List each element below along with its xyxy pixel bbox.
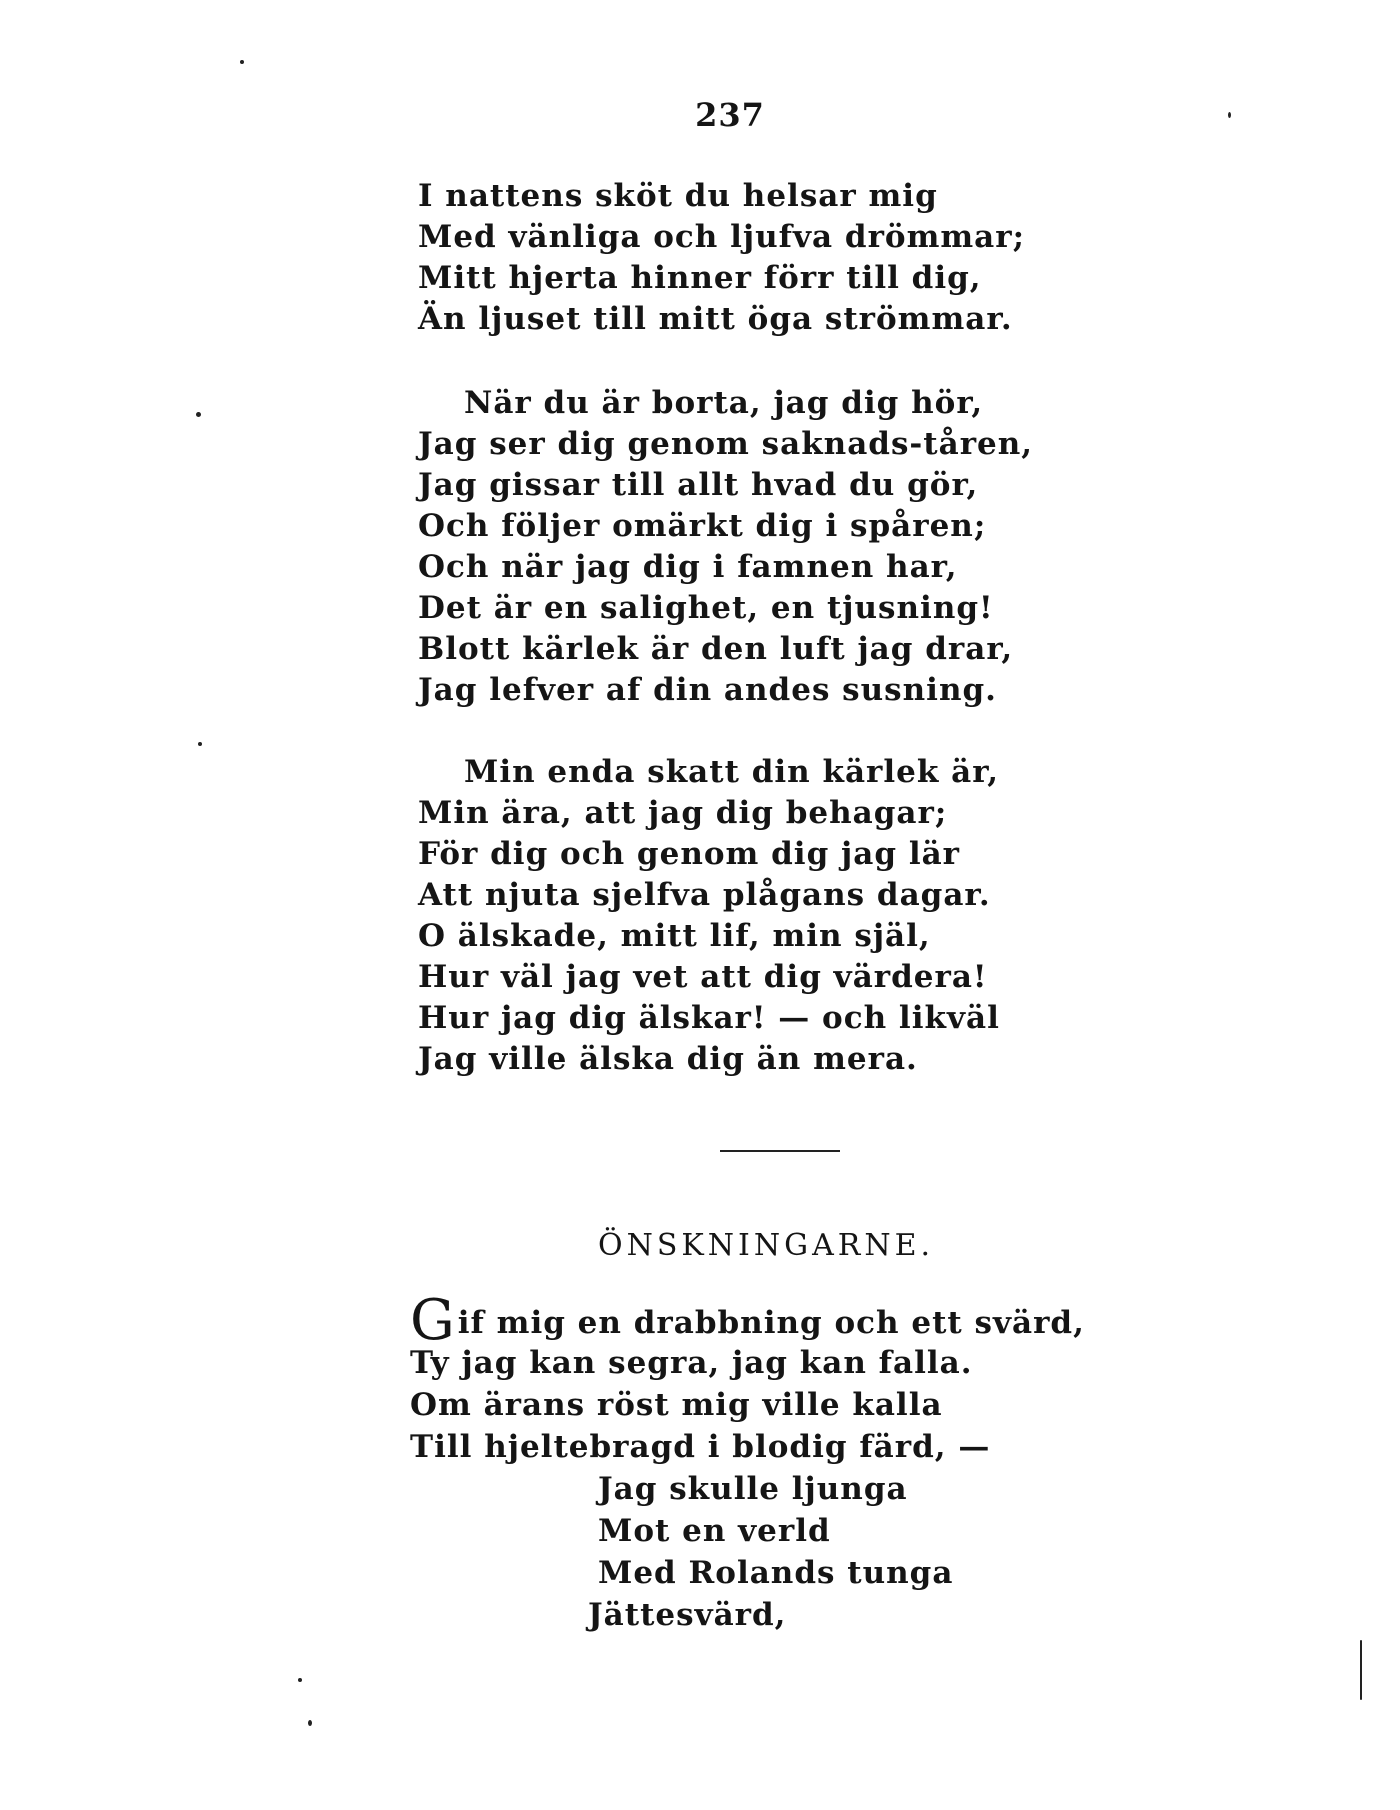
section-divider: [720, 1150, 840, 1152]
scan-speck: [240, 60, 244, 64]
verse-line: Och när jag dig i famnen har,: [418, 549, 958, 585]
verse-line: I nattens sköt du helsar mig: [418, 178, 938, 214]
verse-line: Hur jag dig älskar! — och likväl: [418, 1000, 1000, 1036]
stanza-2: [418, 383, 1118, 711]
verse-line: Än ljuset till mitt öga strömmar.: [418, 301, 1013, 337]
scan-speck: [198, 742, 202, 746]
stanza-1: [418, 176, 1118, 340]
verse-line: Med vänliga och ljufva drömmar;: [418, 219, 1026, 255]
first-line-text: if mig en drabbning och ett svärd,: [457, 1305, 1085, 1341]
poem-2-body: [410, 1288, 1210, 1636]
verse-line: Jag lefver af din andes susning.: [418, 672, 997, 708]
page-number: 237: [695, 96, 765, 134]
verse-line: Jag ville älska dig än mera.: [418, 1041, 918, 1077]
verse-line: Jag ser dig genom saknads-tåren,: [418, 426, 1034, 462]
scan-speck: [1228, 112, 1231, 118]
verse-line: Blott kärlek är den luft jag drar,: [418, 631, 1014, 667]
verse-line: Jättesvärd,: [588, 1597, 787, 1633]
verse-line: Min ära, att jag dig behagar;: [418, 795, 948, 831]
verse-line: När du är borta, jag dig hör,: [464, 385, 984, 421]
verse-line: Det är en salighet, en tjusning!: [418, 590, 994, 626]
scan-speck: [196, 412, 201, 417]
verse-line: För dig och genom dig jag lär: [418, 836, 961, 872]
verse-line: Jag skulle ljunga: [598, 1471, 908, 1507]
verse-line: Jag gissar till allt hvad du gör,: [418, 467, 979, 503]
verse-line: Och följer omärkt dig i spåren;: [418, 508, 987, 544]
verse-line: Om ärans röst mig ville kalla: [410, 1387, 943, 1423]
verse-line: Med Rolands tunga: [598, 1555, 954, 1591]
verse-line: Min enda skatt din kärlek är,: [464, 754, 1000, 790]
poem-title: ÖNSKNINGARNE.: [598, 1228, 935, 1263]
scan-speck: [298, 1678, 302, 1682]
verse-line: Mot en verld: [598, 1513, 831, 1549]
verse-line: Ty jag kan segra, jag kan falla.: [410, 1345, 973, 1381]
verse-line: O älskade, mitt lif, min själ,: [418, 918, 931, 954]
stanza-3: [418, 752, 1118, 1080]
verse-line-first: [410, 1288, 1210, 1353]
verse-line: Till hjeltebragd i blodig färd, —: [410, 1429, 991, 1465]
scan-speck: [308, 1720, 312, 1726]
verse-line: Mitt hjerta hinner förr till dig,: [418, 260, 982, 296]
verse-line: Att njuta sjelfva plågans dagar.: [418, 877, 991, 913]
drop-cap: G: [410, 1288, 456, 1353]
scan-speck: [1360, 1640, 1362, 1700]
verse-line: Hur väl jag vet att dig värdera!: [418, 959, 988, 995]
